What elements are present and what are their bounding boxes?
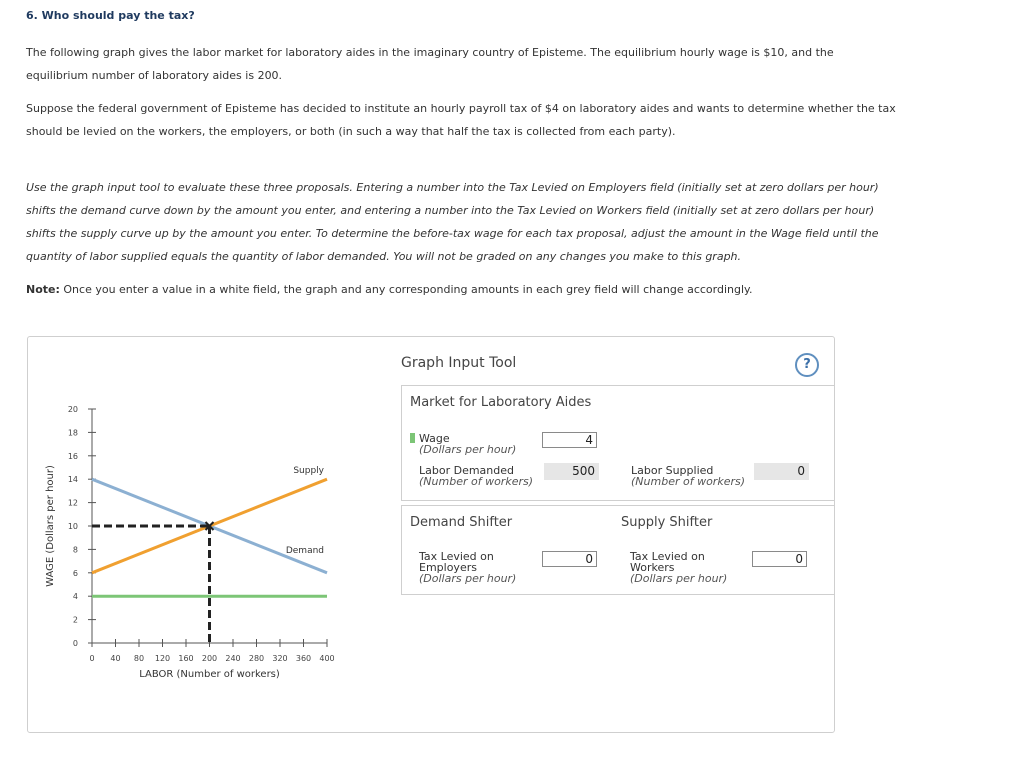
x-axis-title: LABOR (Number of workers) [139, 669, 280, 680]
y-tick-label: 2 [72, 615, 78, 625]
x-tick-label: 80 [133, 654, 145, 663]
market-title: Market for Laboratory Aides [410, 395, 592, 410]
tax-workers-unit: (Dollars per hour) [630, 572, 728, 585]
supply-label: Supply [293, 466, 324, 477]
x-tick-label: 400 [319, 654, 335, 663]
labor-demanded-unit: (Number of workers) [419, 475, 534, 488]
labor-supplied-value: 0 [754, 463, 809, 480]
x-tick-label: 40 [110, 654, 121, 663]
note-paragraph [26, 278, 896, 301]
labor-market-graph[interactable] [28, 337, 388, 732]
x-tick-label: 320 [272, 654, 288, 663]
note-label: Note: [26, 283, 60, 296]
supply-shifter-title: Supply Shifter [621, 515, 713, 530]
labor-demanded-value: 500 [544, 463, 599, 480]
wage-color-marker [410, 433, 415, 443]
graph-input-tool-title: Graph Input Tool [401, 355, 517, 371]
market-box [401, 385, 835, 501]
y-tick-label: 4 [72, 592, 78, 602]
labor-supplied-unit: (Number of workers) [631, 475, 746, 488]
x-tick-label: 280 [248, 654, 265, 663]
x-tick-label: 200 [201, 654, 218, 663]
help-icon[interactable]: ? [795, 353, 819, 377]
y-axis-title: WAGE (Dollars per hour) [45, 465, 56, 587]
intro-paragraph: The following graph gives the labor market for laboratory aides in the imaginary country of Episteme. The equilibrium hourly wage is $10, and the equilibrium number of laboratory aides is 200. [26, 46, 834, 82]
y-tick-label: 10 [67, 522, 78, 531]
question-title: 6. Who should pay the tax? [26, 9, 195, 22]
y-tick-label: 18 [67, 428, 78, 438]
y-tick-label: 8 [72, 545, 78, 555]
graph-panel [27, 336, 835, 733]
y-tick-label: 20 [67, 405, 78, 414]
tax-paragraph: Suppose the federal government of Episteme has decided to institute an hourly payroll tax of $4 on laboratory aides and wants to determine whether the tax should be levied on the workers, the employers, or both (in such a way that half the tax is collected from each party). [26, 102, 896, 138]
tax-workers-input[interactable]: 0 [752, 551, 807, 567]
note-text: Once you enter a value in a white field, the graph and any corresponding amounts in each grey field will change accordingly. [59, 283, 753, 296]
x-tick-label: 240 [225, 654, 241, 663]
y-tick-label: 12 [67, 498, 78, 508]
demand-label: Demand [285, 545, 324, 556]
y-tick-label: 14 [67, 475, 78, 485]
demand-shifter-title: Demand Shifter [410, 515, 513, 530]
tax-workers-label: Tax Levied on Workers (Dollars per hour) [630, 550, 728, 585]
x-tick-label: 160 [178, 654, 194, 663]
wage-input[interactable]: 4 [542, 432, 597, 448]
x-tick-label: 360 [295, 654, 312, 663]
y-tick-label: 16 [67, 451, 78, 461]
wage-label: Wage (Dollars per hour) [410, 433, 516, 455]
instructions-paragraph: Use the graph input tool to evaluate these three proposals. Entering a number into the Tax Levied on Employers field (initially set at zero dollars per hour) shifts the demand curve down by the amount you enter, and entering a number into the Tax Levied on Workers field (initially set at zero dollars per hour) shifts the supply curve up by the amount you enter. To determine the before-tax wage for each tax proposal, adjust the amount in the Wage field until the quantity of labor supplied equals the quantity of labor demanded. You will not be graded on any changes you make to this graph. [26, 181, 879, 263]
x-tick-label: 0 [89, 654, 95, 663]
labor-demanded-label: Labor Demanded (Number of workers) [419, 464, 534, 488]
y-tick-label: 6 [72, 568, 78, 578]
y-tick-label: 0 [72, 639, 78, 648]
tax-employers-unit: (Dollars per hour) [419, 572, 517, 585]
x-tick-label: 120 [154, 654, 171, 663]
shifter-box [401, 505, 835, 595]
wage-unit: (Dollars per hour) [419, 443, 517, 456]
tax-employers-input[interactable]: 0 [542, 551, 597, 567]
tax-employers-label: Tax Levied on Employers (Dollars per hour) [419, 550, 517, 585]
labor-supplied-label: Labor Supplied (Number of workers) [631, 464, 746, 488]
